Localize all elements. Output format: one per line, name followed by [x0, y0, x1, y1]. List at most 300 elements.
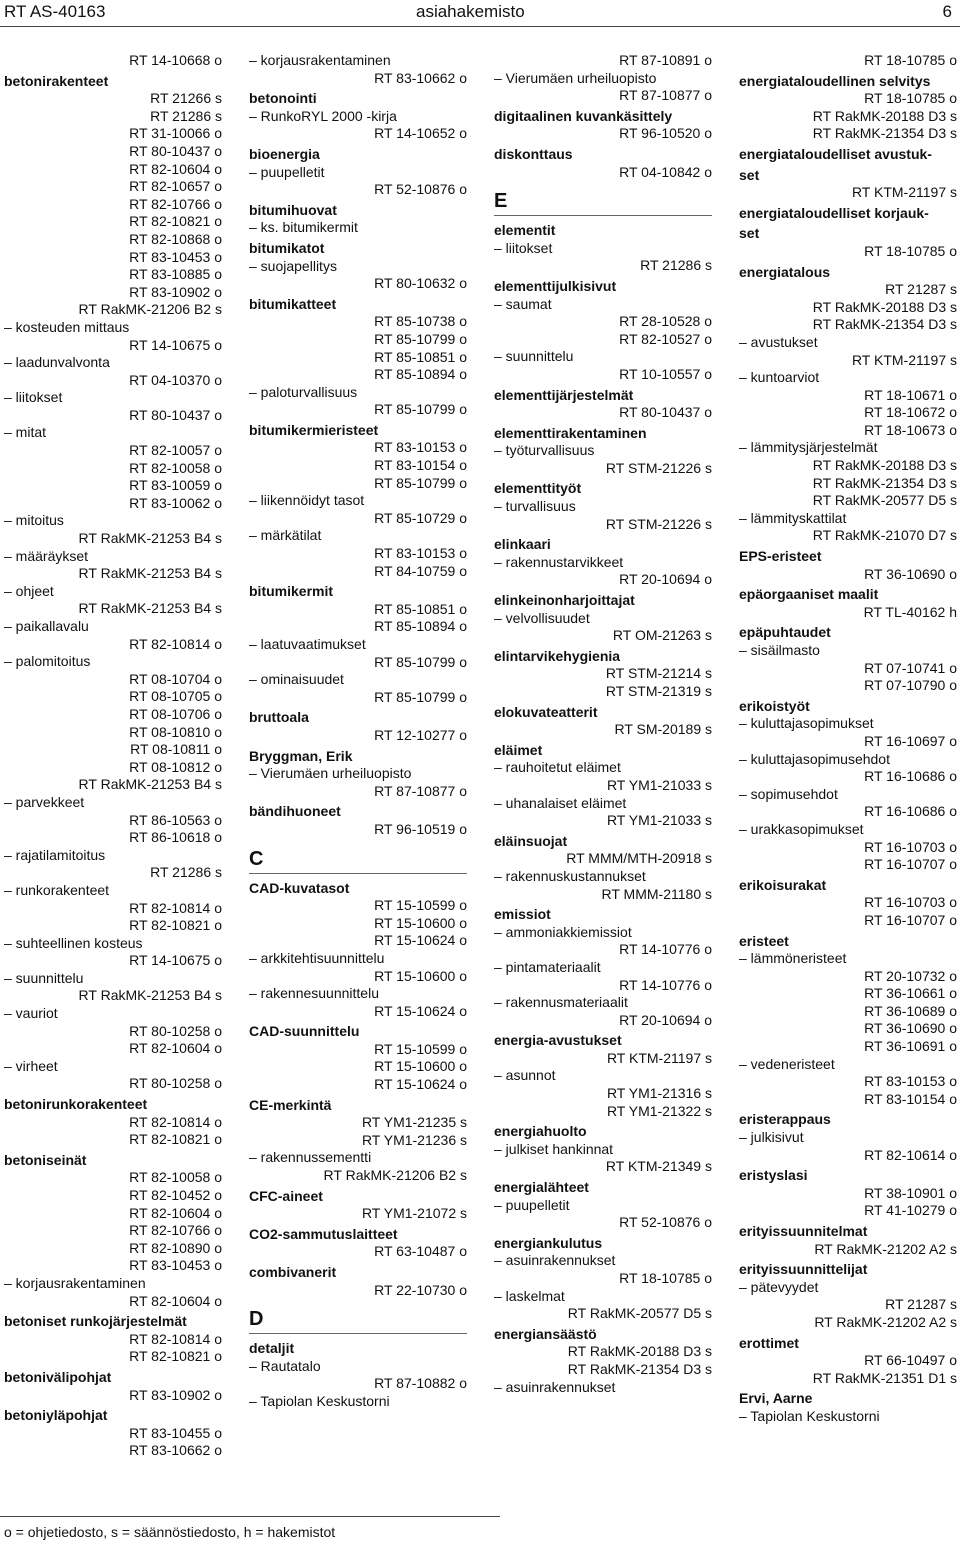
- reference-code: RT 83-10662 o: [129, 1442, 222, 1459]
- index-subterm: – laadunvalvonta: [4, 354, 110, 371]
- index-subterm: – märkätilat: [249, 527, 322, 544]
- reference-code: RT 16-10707 o: [864, 911, 957, 928]
- index-term: epäpuhtaudet: [739, 624, 831, 641]
- index-term: betoniset runkojärjestelmät: [4, 1313, 187, 1330]
- index-term: combivanerit: [249, 1264, 337, 1280]
- reference-code: RT RakMK-21206 B2 s: [323, 1167, 467, 1184]
- index-column-2: [249, 52, 467, 1411]
- reference-code: RT 14-10652 o: [374, 125, 467, 142]
- index-subterm: – pätevyydet: [739, 1278, 819, 1295]
- index-subterm: – Tapiolan Keskustorni: [249, 1392, 390, 1409]
- index-subterm: – suojapellitys: [249, 257, 337, 274]
- index-term: Ervi, Aarne: [739, 1390, 813, 1407]
- index-term: elokuvateatterit: [494, 703, 598, 720]
- reference-code: RT 15-10624 o: [374, 1076, 467, 1093]
- reference-code: RT 82-10821 o: [129, 917, 222, 934]
- reference-code: RT 96-10519 o: [374, 820, 467, 837]
- reference-code: RT 82-10614 o: [864, 1146, 957, 1163]
- reference-code: RT 85-10894 o: [374, 366, 467, 383]
- index-term: betonivälipohjat: [4, 1368, 112, 1385]
- index-term: eristeet: [739, 932, 789, 949]
- reference-code: RT 82-10868 o: [129, 230, 222, 247]
- index-subterm: – Tapiolan Keskustorni: [739, 1407, 880, 1424]
- reference-code: RT 82-10057 o: [129, 442, 222, 459]
- index-subterm: – sisäilmasto: [739, 642, 820, 658]
- index-subterm: – kuluttajasopimukset: [739, 715, 874, 732]
- reference-code: RT RakMK-21354 D3 s: [812, 474, 957, 491]
- reference-code: RT 21287 s: [885, 281, 957, 298]
- reference-code: RT 86-10618 o: [129, 829, 222, 846]
- index-subterm: – julkisivut: [739, 1129, 804, 1146]
- reference-code: RT RakMK-20188 D3 s: [812, 298, 957, 315]
- reference-code: RT 28-10528 o: [619, 313, 712, 330]
- index-subterm: – parvekkeet: [4, 793, 85, 810]
- index-subterm: – rakennussementti: [249, 1149, 372, 1166]
- index-subterm: – ammoniakkiemissiot: [494, 923, 632, 940]
- reference-code: RT 83-10154 o: [374, 457, 467, 474]
- reference-code: RT 15-10600 o: [374, 1058, 467, 1075]
- reference-code: RT 86-10563 o: [129, 811, 222, 828]
- index-subterm: – korjausrakentaminen: [4, 1274, 146, 1291]
- index-term: elementit: [494, 222, 556, 239]
- index-subterm: – asunnot: [494, 1067, 556, 1084]
- section-letter: C: [249, 847, 264, 870]
- reference-code: RT 04-10842 o: [619, 163, 712, 180]
- reference-code: RT 82-10058 o: [129, 1169, 222, 1186]
- reference-code: RT RakMK-20188 D3 s: [567, 1343, 712, 1360]
- reference-code: RT RakMK-21070 D7 s: [812, 527, 957, 544]
- reference-code: RT RakMK-21253 B4 s: [78, 776, 222, 793]
- reference-code: RT 80-10437 o: [619, 404, 712, 421]
- reference-code: RT 85-10799 o: [374, 330, 467, 347]
- index-term: elintarvikehygienia: [494, 647, 621, 664]
- reference-code: RT 82-10821 o: [129, 213, 222, 230]
- reference-code: RT 08-10706 o: [129, 705, 222, 722]
- index-subterm: – turvallisuus: [494, 498, 576, 515]
- reference-code: RT 80-10258 o: [129, 1075, 222, 1092]
- index-subterm: – avustukset: [739, 333, 818, 350]
- index-subterm: – julkiset hankinnat: [494, 1140, 614, 1157]
- index-term: eläinsuojat: [494, 832, 568, 849]
- reference-code: RT 83-10902 o: [129, 283, 222, 300]
- reference-code: RT 83-10885 o: [129, 266, 222, 283]
- index-term: energiansäästö: [494, 1325, 597, 1342]
- index-term: emissiot: [494, 906, 551, 923]
- page-header: [0, 0, 960, 26]
- index-term: elementtijulkisivut: [494, 277, 617, 294]
- reference-code: RT RakMK-21253 B4 s: [78, 600, 222, 617]
- index-term: elementtijärjestelmät: [494, 386, 634, 403]
- index-subterm: – työturvallisuus: [494, 442, 595, 459]
- reference-code: RT 63-10487 o: [374, 1243, 467, 1260]
- reference-code: RT 85-10799 o: [374, 474, 467, 491]
- index-term: CAD-kuvatasot: [249, 879, 350, 896]
- header-rule: [0, 26, 960, 27]
- reference-code: RT 16-10686 o: [864, 768, 957, 785]
- reference-code: RT 08-10704 o: [129, 670, 222, 687]
- reference-code: RT 16-10703 o: [864, 894, 957, 911]
- reference-code: RT 18-10672 o: [864, 404, 957, 421]
- section-letter: E: [494, 190, 508, 213]
- reference-code: RT 85-10729 o: [374, 509, 467, 526]
- reference-code: RT 14-10675 o: [129, 952, 222, 969]
- reference-code: RT RakMK-20577 D5 s: [567, 1305, 712, 1322]
- index-term: eristyslasi: [739, 1167, 808, 1184]
- index-term: energiataloudelliset korjauk-: [739, 204, 929, 221]
- reference-code: RT KTM-21349 s: [605, 1158, 712, 1175]
- reference-code: RT 21286 s: [150, 107, 222, 124]
- page-number: 6: [942, 2, 952, 21]
- index-subterm: – lämmöneristeet: [739, 950, 847, 967]
- reference-code: RT 15-10600 o: [374, 914, 467, 931]
- reference-code: RT 85-10799 o: [374, 401, 467, 418]
- index-subterm: – pintamateriaalit: [494, 958, 601, 975]
- reference-code: RT 10-10557 o: [619, 365, 712, 382]
- reference-code: RT RakMK-21354 D3 s: [812, 125, 957, 142]
- reference-code: RT 52-10876 o: [619, 1214, 712, 1231]
- index-subterm: – uhanalaiset eläimet: [494, 794, 627, 811]
- reference-code: RT YM1-21236 s: [361, 1131, 467, 1148]
- index-term: elementtityöt: [494, 480, 582, 497]
- index-subterm: – vauriot: [4, 1005, 58, 1022]
- reference-code: RT RakMK-21253 B4 s: [78, 987, 222, 1004]
- reference-code: RT RakMK-21253 B4 s: [78, 565, 222, 582]
- index-term: bändihuoneet: [249, 803, 341, 820]
- reference-code: RT 14-10776 o: [619, 976, 712, 993]
- index-subterm: – kuluttajasopimusehdot: [739, 750, 890, 767]
- reference-code: RT 82-10058 o: [129, 459, 222, 476]
- reference-code: RT RakMK-21202 A2 s: [814, 1313, 957, 1330]
- reference-code: RT 82-10527 o: [619, 330, 712, 347]
- reference-code: RT 80-10437 o: [129, 142, 222, 159]
- index-term: CAD-suunnittelu: [249, 1023, 360, 1040]
- reference-code: RT 82-10814 o: [129, 899, 222, 916]
- section-rule: [494, 215, 712, 216]
- reference-code: RT 15-10624 o: [374, 1002, 467, 1019]
- reference-code: RT 85-10738 o: [374, 313, 467, 330]
- index-term: energiatalous: [739, 263, 831, 280]
- reference-code: RT 18-10785 o: [619, 1270, 712, 1286]
- reference-code: RT 36-10690 o: [864, 565, 957, 582]
- index-subterm: – vedeneristeet: [739, 1055, 835, 1072]
- reference-code: RT 83-10153 o: [374, 545, 467, 562]
- index-term: erityissuunnittelijat: [739, 1261, 868, 1278]
- reference-code: RT 83-10662 o: [374, 69, 467, 86]
- reference-code: RT 85-10851 o: [374, 348, 467, 365]
- index-subterm: – Vierumäen urheiluopisto: [249, 765, 412, 782]
- index-term: CE-merkintä: [249, 1096, 332, 1113]
- reference-code: RT 82-10452 o: [129, 1187, 222, 1203]
- index-term: energiataloudelliset avustuk-: [739, 145, 932, 162]
- index-subterm: – paikallavalu: [4, 618, 89, 634]
- footer-rule: [0, 1516, 500, 1517]
- reference-code: RT YM1-21316 s: [606, 1085, 712, 1102]
- reference-code: RT 16-10707 o: [864, 856, 957, 873]
- index-subterm: – kuntoarviot: [739, 369, 820, 386]
- section-letter: D: [249, 1308, 264, 1331]
- index-term: EPS-eristeet: [739, 548, 822, 565]
- reference-code: RT 15-10599 o: [374, 1040, 467, 1057]
- index-term: diskonttaus: [494, 145, 573, 162]
- reference-code: RT STM-21319 s: [605, 683, 712, 699]
- index-subterm: – velvollisuudet: [494, 609, 590, 626]
- reference-code: RT 85-10799 o: [374, 653, 467, 670]
- reference-code: RT 36-10691 o: [864, 1038, 957, 1055]
- index-term: erottimet: [739, 1334, 799, 1351]
- reference-code: RT STM-21226 s: [605, 515, 712, 532]
- reference-code: RT 08-10705 o: [129, 688, 222, 705]
- reference-code: RT 18-10785 o: [864, 52, 957, 68]
- reference-code: RT 87-10877 o: [374, 782, 467, 799]
- index-term: bitumikatot: [249, 239, 325, 256]
- reference-code: RT 83-10453 o: [129, 1257, 222, 1274]
- index-subterm: – laatuvaatimukset: [249, 636, 366, 652]
- index-subterm: – liitokset: [494, 239, 553, 256]
- index-term: detaljit: [249, 1340, 295, 1357]
- reference-code: RT 82-10814 o: [129, 1330, 222, 1347]
- reference-code: RT 83-10153 o: [374, 439, 467, 456]
- reference-code: RT 20-10732 o: [864, 967, 957, 984]
- index-term: energiataloudellinen selvitys: [739, 72, 931, 89]
- reference-code: RT 83-10153 o: [864, 1073, 957, 1090]
- reference-code: RT 83-10453 o: [129, 248, 222, 265]
- index-subterm: – mitoitus: [4, 512, 64, 529]
- reference-code: RT 21287 s: [885, 1296, 957, 1313]
- index-term: CFC-aineet: [249, 1187, 323, 1204]
- reference-code: RT 04-10370 o: [129, 371, 222, 388]
- index-subterm: – virheet: [4, 1057, 58, 1074]
- index-subterm: – laskelmat: [494, 1287, 565, 1304]
- index-subterm: – puupelletit: [249, 163, 325, 180]
- reference-code: RT 36-10689 o: [864, 1002, 957, 1019]
- reference-code: RT 08-10811 o: [130, 741, 222, 758]
- index-subterm: – rakennuskustannukset: [494, 867, 646, 884]
- reference-code: RT 31-10066 o: [129, 125, 222, 142]
- index-subterm: – kosteuden mittaus: [4, 318, 130, 335]
- reference-code: RT 21286 s: [640, 257, 712, 274]
- index-subterm: – Rautatalo: [249, 1357, 321, 1374]
- reference-code: RT 16-10686 o: [864, 803, 957, 820]
- index-term: erikoistyöt: [739, 697, 810, 714]
- index-subterm: – paloturvallisuus: [249, 383, 358, 400]
- reference-code: RT 66-10497 o: [864, 1352, 957, 1369]
- index-subterm: – lämmityskattilat: [739, 509, 847, 526]
- reference-code: RT YM1-21322 s: [606, 1102, 712, 1119]
- reference-code: RT 82-10604 o: [129, 1204, 222, 1221]
- reference-code: RT 14-10675 o: [129, 336, 222, 353]
- reference-code: RT 22-10730 o: [374, 1281, 467, 1298]
- index-term: set: [739, 166, 760, 183]
- index-subterm: – urakkasopimukset: [739, 820, 864, 837]
- reference-code: RT KTM-21197 s: [606, 1049, 712, 1066]
- reference-code: RT 38-10901 o: [864, 1184, 957, 1201]
- reference-code: RT RakMK-21354 D3 s: [812, 316, 957, 333]
- index-column-3: [494, 52, 712, 1396]
- reference-code: RT RakMK-21354 D3 s: [567, 1360, 712, 1377]
- reference-code: RT 82-10814 o: [129, 635, 222, 652]
- reference-code: RT 83-10154 o: [864, 1090, 957, 1107]
- page-title: asiahakemisto: [416, 2, 525, 21]
- reference-code: RT RakMK-20188 D3 s: [812, 107, 957, 124]
- reference-code: RT YM1-21033 s: [606, 776, 712, 793]
- reference-code: RT 82-10604 o: [129, 160, 222, 177]
- reference-code: RT KTM-21197 s: [851, 184, 957, 201]
- reference-code: RT 85-10799 o: [374, 688, 467, 705]
- index-term: energia-avustukset: [494, 1032, 622, 1049]
- index-term: bitumikatteet: [249, 295, 337, 312]
- index-subterm: – ohjeet: [4, 582, 54, 599]
- reference-code: RT 82-10604 o: [129, 1040, 222, 1057]
- index-subterm: – liitokset: [4, 389, 63, 406]
- reference-code: RT 12-10277 o: [374, 726, 467, 743]
- reference-code: RT RakMK-21253 B4 s: [78, 530, 222, 547]
- index-subterm: – rakennesuunnittelu: [249, 985, 379, 1002]
- reference-code: RT 82-10890 o: [129, 1239, 222, 1256]
- index-subterm: – rakennustarvikkeet: [494, 553, 624, 570]
- index-subterm: – runkorakenteet: [4, 881, 110, 898]
- index-subterm: – suunnittelu: [494, 348, 574, 365]
- index-term: set: [739, 225, 760, 242]
- index-term: epäorgaaniset maalit: [739, 586, 879, 603]
- reference-code: RT RakMK-21206 B2 s: [78, 301, 222, 318]
- reference-code: RT RakMK-20577 D5 s: [812, 492, 957, 509]
- reference-code: RT OM-21263 s: [612, 627, 712, 644]
- index-term: bioenergia: [249, 145, 320, 162]
- index-term: elinkeinonharjoittajat: [494, 592, 635, 609]
- index-subterm: – puupelletit: [494, 1196, 570, 1213]
- index-subterm: – sopimusehdot: [739, 785, 838, 802]
- reference-code: RT 85-10894 o: [374, 618, 467, 635]
- index-subterm: – rakennusmateriaalit: [494, 994, 628, 1011]
- reference-code: RT 85-10851 o: [374, 600, 467, 617]
- reference-code: RT 20-10694 o: [619, 1011, 712, 1028]
- reference-code: RT 83-10062 o: [129, 494, 222, 511]
- reference-code: RT KTM-21197 s: [851, 351, 957, 368]
- reference-code: RT YM1-21072 s: [361, 1205, 467, 1222]
- index-term: elementtirakentaminen: [494, 424, 647, 441]
- index-column-1: [4, 52, 222, 1460]
- index-subterm: – määräykset: [4, 547, 89, 564]
- index-term: betoniyläpohjat: [4, 1407, 108, 1424]
- index-term: CO2-sammutuslaitteet: [249, 1225, 398, 1242]
- reference-code: RT 82-10766 o: [129, 1222, 222, 1239]
- index-term: elinkaari: [494, 536, 551, 553]
- reference-code: RT 80-10437 o: [129, 406, 222, 423]
- index-subterm: – ominaisuudet: [249, 671, 344, 688]
- index-subterm: – suunnittelu: [4, 969, 84, 986]
- reference-code: RT 07-10790 o: [864, 677, 957, 694]
- reference-code: RT 14-10668 o: [129, 52, 222, 68]
- index-subterm: – asuinrakennukset: [494, 1378, 616, 1395]
- reference-code: RT 87-10891 o: [619, 52, 712, 68]
- reference-code: RT STM-21226 s: [605, 459, 712, 476]
- index-term: betoniseinät: [4, 1151, 87, 1168]
- index-subterm: – suhteellinen kosteus: [4, 934, 143, 951]
- reference-code: RT 52-10876 o: [374, 181, 467, 198]
- reference-code: RT 82-10821 o: [129, 1348, 222, 1365]
- reference-code: RT 83-10902 o: [129, 1386, 222, 1403]
- reference-code: RT 82-10821 o: [129, 1131, 222, 1148]
- reference-code: RT RakMK-21351 D1 s: [812, 1369, 957, 1386]
- reference-code: RT TL-40162 h: [863, 603, 957, 620]
- index-term: energialähteet: [494, 1179, 589, 1196]
- reference-code: RT 18-10671 o: [864, 386, 957, 403]
- reference-code: RT 18-10785 o: [864, 90, 957, 107]
- reference-code: RT 36-10661 o: [864, 985, 957, 1002]
- reference-code: RT SM-20189 s: [614, 721, 712, 738]
- index-term: eläimet: [494, 741, 543, 758]
- reference-code: RT 08-10810 o: [129, 723, 222, 740]
- reference-code: RT 87-10882 o: [374, 1375, 467, 1392]
- reference-code: RT 18-10673 o: [864, 421, 957, 438]
- reference-code: RT 82-10814 o: [129, 1113, 222, 1130]
- reference-code: RT 16-10697 o: [864, 732, 957, 749]
- reference-code: RT 20-10694 o: [619, 571, 712, 588]
- reference-code: RT 80-10258 o: [129, 1022, 222, 1039]
- reference-code: RT 87-10877 o: [619, 87, 712, 104]
- reference-code: RT RakMK-21202 A2 s: [814, 1240, 957, 1257]
- reference-code: RT 16-10703 o: [864, 838, 957, 855]
- index-column-4: [739, 52, 957, 1426]
- index-subterm: – Vierumäen urheiluopisto: [494, 69, 657, 86]
- reference-code: RT 21266 s: [150, 90, 222, 107]
- index-subterm: – liikennöidyt tasot: [249, 492, 365, 509]
- reference-code: RT RakMK-20188 D3 s: [812, 457, 957, 474]
- reference-code: RT 15-10600 o: [374, 967, 467, 984]
- reference-code: RT 14-10776 o: [619, 941, 712, 958]
- reference-code: RT YM1-21033 s: [606, 812, 712, 829]
- index-subterm: – rajatilamitoitus: [4, 846, 106, 863]
- index-term: bruttoala: [249, 709, 309, 726]
- reference-code: RT 41-10279 o: [864, 1202, 957, 1219]
- document-id: RT AS-40163: [4, 2, 106, 21]
- reference-code: RT 36-10690 o: [864, 1020, 957, 1037]
- reference-code: RT 84-10759 o: [374, 562, 467, 579]
- index-term: betonirunkorakenteet: [4, 1096, 148, 1113]
- index-subterm: – asuinrakennukset: [494, 1252, 616, 1269]
- index-subterm: – korjausrakentaminen: [249, 52, 391, 68]
- index-term: energiahuolto: [494, 1123, 587, 1140]
- reference-code: RT MMM/MTH-20918 s: [566, 850, 712, 867]
- index-term: energiankulutus: [494, 1234, 603, 1251]
- footer-legend: o = ohjetiedosto, s = säännöstiedosto, h = hakemistot: [4, 1524, 336, 1540]
- reference-code: RT YM1-21235 s: [361, 1114, 467, 1131]
- index-subterm: – saumat: [494, 295, 552, 312]
- reference-code: RT 80-10632 o: [374, 275, 467, 292]
- index-term: bitumikermieristeet: [249, 421, 379, 438]
- section-rule: [249, 1333, 467, 1334]
- reference-code: RT 83-10059 o: [129, 477, 222, 494]
- reference-code: RT 82-10766 o: [129, 195, 222, 212]
- index-term: Bryggman, Erik: [249, 747, 353, 764]
- reference-code: RT 08-10812 o: [129, 758, 222, 775]
- index-subterm: – rauhoitetut eläimet: [494, 759, 621, 776]
- reference-code: RT 15-10624 o: [374, 932, 467, 949]
- index-term: betonirakenteet: [4, 72, 109, 89]
- reference-code: RT 21286 s: [150, 864, 222, 881]
- reference-code: RT 15-10599 o: [374, 897, 467, 914]
- index-term: bitumikermit: [249, 583, 334, 600]
- reference-code: RT 07-10741 o: [864, 659, 957, 676]
- index-term: eristerappaus: [739, 1111, 831, 1128]
- index-term: digitaalinen kuvankäsittely: [494, 107, 673, 124]
- index-subterm: – ks. bitumikermit: [249, 219, 358, 236]
- index-term: erityissuunnitelmat: [739, 1223, 868, 1239]
- index-subterm: – arkkitehtisuunnittelu: [249, 949, 385, 966]
- reference-code: RT 82-10657 o: [129, 178, 222, 195]
- index-subterm: – palomitoitus: [4, 653, 91, 670]
- index-term: bitumihuovat: [249, 201, 337, 218]
